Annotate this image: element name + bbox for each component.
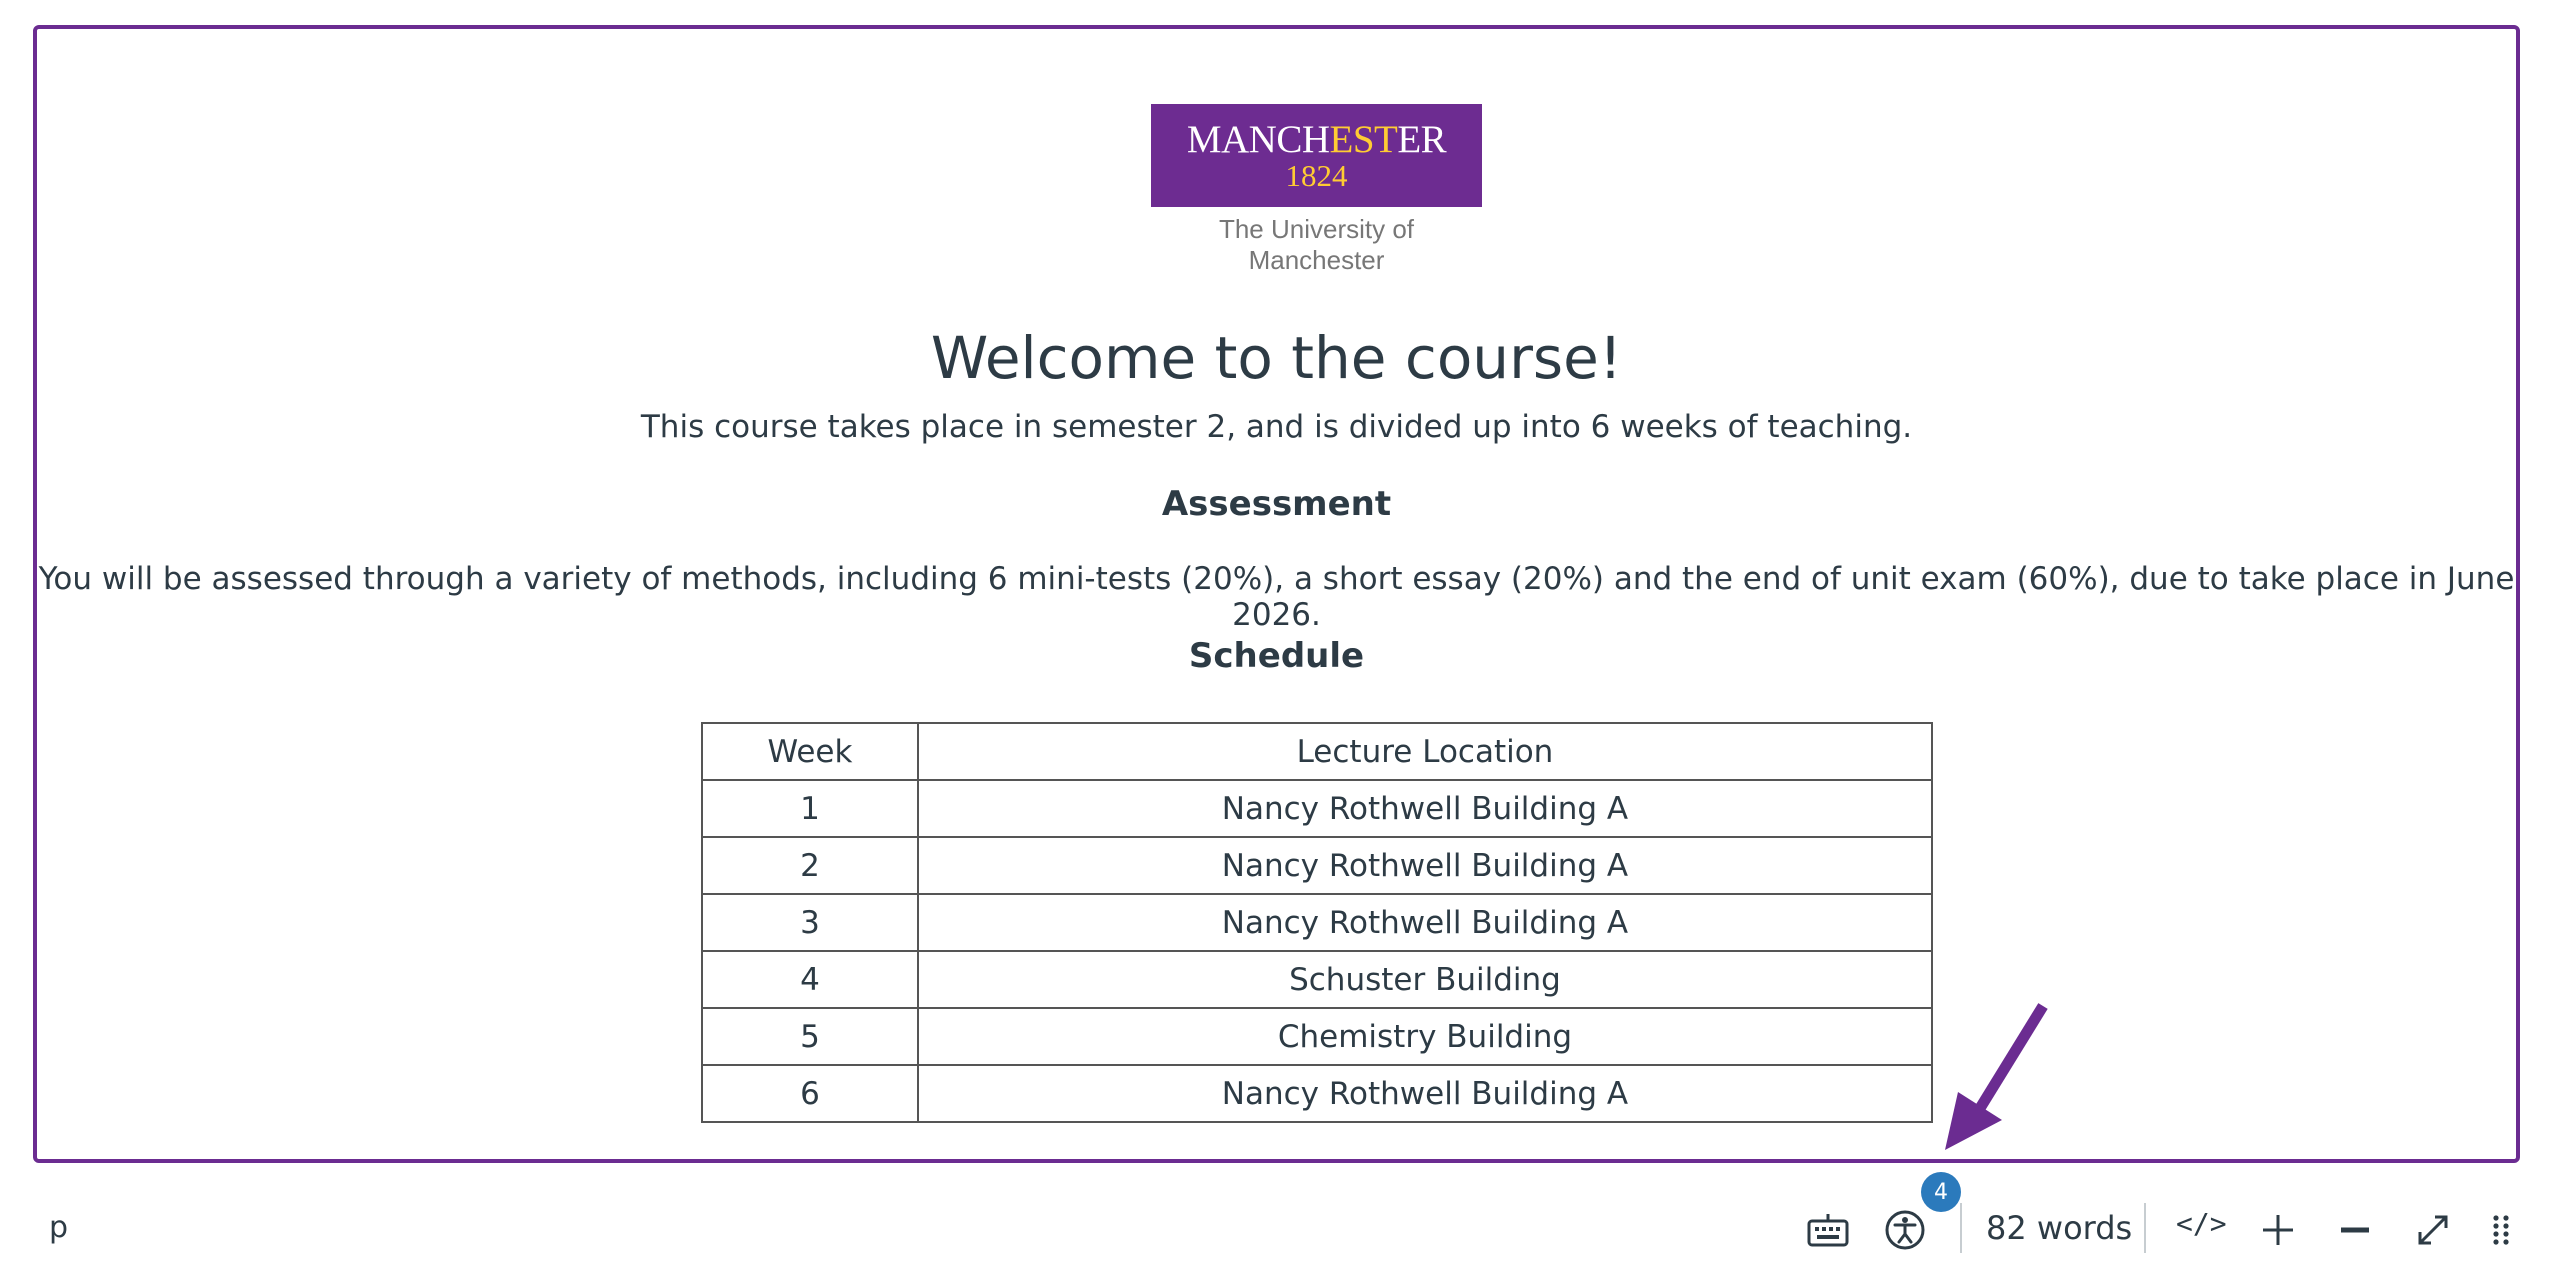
logo-wordmark-part1: MANCH [1186,118,1330,161]
assessment-heading: Assessment [1161,484,1392,524]
table-row [702,951,1932,1008]
statusbar-divider [1960,1203,1962,1253]
week-cell: 6 [702,1065,918,1122]
week-cell: 3 [702,894,918,951]
table-row [702,1065,1932,1122]
column-header-week: Week [702,723,918,780]
logo-wordmark [1151,120,1482,160]
keyboard-icon[interactable] [1805,1207,1851,1253]
html-editor-toggle-button[interactable]: </> [2176,1207,2227,1240]
week-cell: 2 [702,837,918,894]
schedule-heading: Schedule [1188,636,1365,676]
table-row [702,894,1932,951]
table-header-row [702,723,1932,780]
fullscreen-icon[interactable] [2410,1207,2456,1253]
editor-statusbar [0,1167,2560,1278]
zoom-in-icon[interactable] [2255,1207,2301,1253]
location-cell: Nancy Rothwell Building A [918,1065,1932,1122]
university-logo [1151,104,1482,276]
annotation-arrow-icon [1940,1000,2060,1160]
page-title: Welcome to the course! [930,324,1623,392]
location-cell: Nancy Rothwell Building A [918,894,1932,951]
week-cell: 5 [702,1008,918,1065]
intro-paragraph: This course takes place in semester 2, and is divided up into 6 weeks of teaching. [640,409,1913,445]
column-header-location: Lecture Location [918,723,1932,780]
location-cell: Schuster Building [918,951,1932,1008]
logo-wordmark-part2: ER [1397,118,1447,161]
accessibility-icon[interactable] [1882,1207,1928,1253]
location-cell: Nancy Rothwell Building A [918,780,1932,837]
logo-year: 1824 [1285,158,1348,193]
logo-subtitle: The University of Manchester [1218,214,1415,275]
assessment-paragraph: You will be assessed through a variety of methods, including 6 mini-tests (20%), a short essay (20%) and the end of unit exam (60%), due to take place in June 2026. [38,561,2515,633]
week-cell: 4 [702,951,918,1008]
logo-wordmark-gold: EST [1329,118,1398,161]
statusbar-divider [2144,1203,2146,1253]
rich-content-editor-area[interactable] [33,25,2520,1163]
logo-wordmark-box [1151,104,1482,207]
table-row [702,780,1932,837]
accessibility-issues-badge[interactable]: 4 [1921,1172,1961,1212]
location-cell: Nancy Rothwell Building A [918,837,1932,894]
table-row [702,837,1932,894]
element-path[interactable]: p [49,1210,69,1245]
schedule-table [701,722,1933,1123]
location-cell: Chemistry Building [918,1008,1932,1065]
resize-handle-icon[interactable] [2478,1207,2524,1253]
week-cell: 1 [702,780,918,837]
word-count: 82 words [1986,1209,2133,1247]
table-row [702,1008,1932,1065]
zoom-out-icon[interactable] [2332,1207,2378,1253]
